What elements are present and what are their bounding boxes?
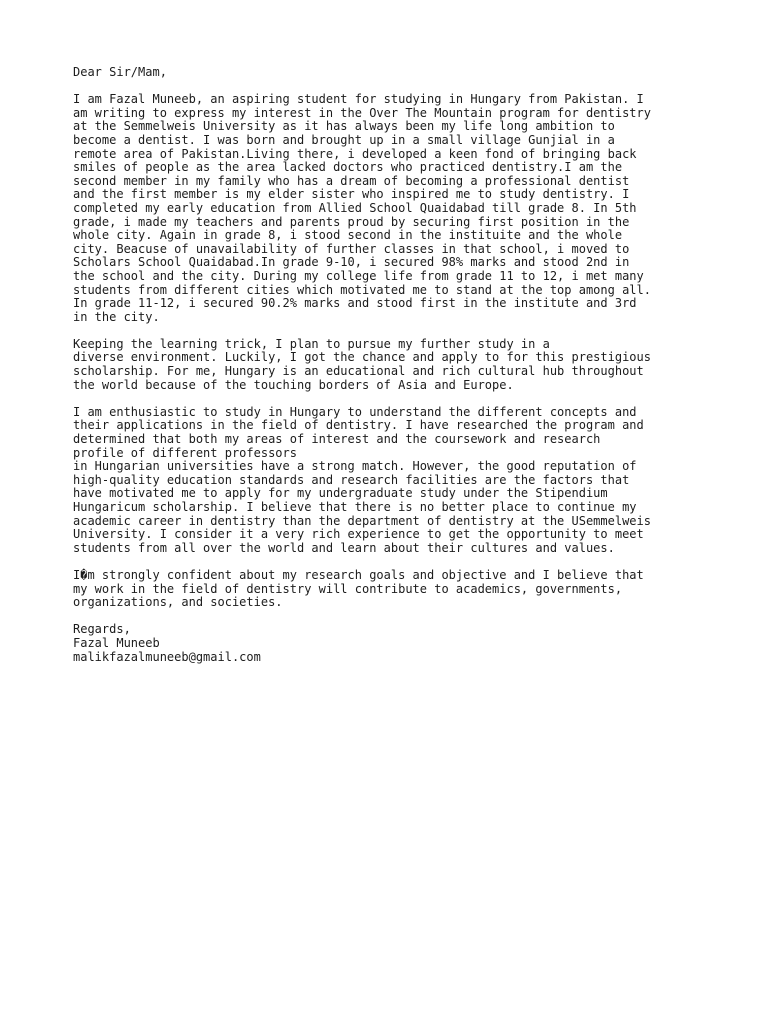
paragraph xyxy=(73,569,713,610)
letter-body xyxy=(73,66,713,664)
paragraph-spacer xyxy=(73,555,713,569)
paragraph-line: University. I consider it a very rich experience to get the opportunity to meet xyxy=(73,527,644,542)
paragraph-spacer xyxy=(73,392,713,406)
paragraph-spacer xyxy=(73,324,713,338)
paragraph-line: Scholars School Quaidabad.In grade 9-10, i secured 98% marks and stood 2nd in xyxy=(73,255,630,270)
closing: Regards, xyxy=(73,622,131,637)
paragraph-spacer xyxy=(73,610,713,624)
paragraph-line: I am Fazal Muneeb, an aspiring student for studying in Hungary from Pakistan. I xyxy=(73,92,644,107)
signature-email: malikfazalmuneeb@gmail.com xyxy=(73,649,261,664)
paragraph-line: at the Semmelweis University as it has always been my life long ambition to xyxy=(73,119,615,134)
paragraph-line: remote area of Pakistan.Living there, i developed a keen fond of bringing back xyxy=(73,146,637,161)
paragraph-line: have motivated me to apply for my undergraduate study under the Stipendium xyxy=(73,486,608,501)
letter-paragraphs xyxy=(73,93,713,610)
paragraph xyxy=(73,406,713,556)
signature-name: Fazal Muneeb xyxy=(73,635,160,650)
paragraph-line: whole city. Again in grade 8, i stood second in the instituite and the whole xyxy=(73,228,623,243)
paragraph-line: become a dentist. I was born and brought up in a small village Gunjial in a xyxy=(73,132,615,147)
paragraph-line: am writing to express my interest in the Over The Mountain program for dentistry xyxy=(73,105,651,120)
paragraph-line: the world because of the touching borders of Asia and Europe. xyxy=(73,377,514,392)
paragraph-line: students from different cities which motivated me to stand at the top among all. xyxy=(73,282,651,297)
paragraph-spacer xyxy=(73,80,713,94)
paragraph xyxy=(73,338,713,392)
paragraph-line: high-quality education standards and research facilities are the factors that xyxy=(73,472,630,487)
paragraph-line: the school and the city. During my college life from grade 11 to 12, i met many xyxy=(73,268,644,283)
paragraph-line: scholarship. For me, Hungary is an educational and rich cultural hub throughout xyxy=(73,364,644,379)
paragraph-line: I am enthusiastic to study in Hungary to understand the different concepts and xyxy=(73,404,637,419)
paragraph-line: organizations, and societies. xyxy=(73,595,283,610)
paragraph-line: I�m strongly confident about my research goals and objective and I believe that xyxy=(73,567,644,582)
paragraph-line: students from all over the world and learn about their cultures and values. xyxy=(73,540,615,555)
paragraph-line: their applications in the field of dentistry. I have researched the program and xyxy=(73,418,644,433)
paragraph-line: Hungaricum scholarship. I believe that there is no better place to continue my xyxy=(73,500,637,514)
paragraph-line: determined that both my areas of interest and the coursework and research xyxy=(73,432,601,447)
paragraph-line: city. Beacuse of unavailability of further classes in that school, i moved to xyxy=(73,241,630,256)
paragraph-line: grade, i made my teachers and parents proud by securing first position in the xyxy=(73,214,630,229)
paragraph-line: smiles of people as the area lacked doctors who practiced dentistry.I am the xyxy=(73,160,623,175)
paragraph-line: in Hungarian universities have a strong match. However, the good reputation of xyxy=(73,459,637,474)
paragraph-line: my work in the field of dentistry will contribute to academics, governments, xyxy=(73,581,623,596)
paragraph-line: profile of different professors xyxy=(73,445,297,460)
paragraph-line: Keeping the learning trick, I plan to pursue my further study in a xyxy=(73,336,550,351)
paragraph-line: In grade 11-12, i secured 90.2% marks and stood first in the institute and 3rd xyxy=(73,296,637,311)
paragraph-line: diverse environment. Luckily, I got the chance and apply to for this prestigious xyxy=(73,350,651,365)
paragraph-line: and the first member is my elder sister who inspired me to study dentistry. I xyxy=(73,187,630,202)
paragraph-line: academic career in dentistry than the department of dentistry at the USemmelweis xyxy=(73,513,651,528)
paragraph-line: in the city. xyxy=(73,309,160,324)
salutation: Dear Sir/Mam, xyxy=(73,65,167,79)
paragraph-line: completed my early education from Allied School Quaidabad till grade 8. In 5th xyxy=(73,200,637,215)
paragraph xyxy=(73,93,713,324)
paragraph-line: second member in my family who has a dream of becoming a professional dentist xyxy=(73,173,630,188)
